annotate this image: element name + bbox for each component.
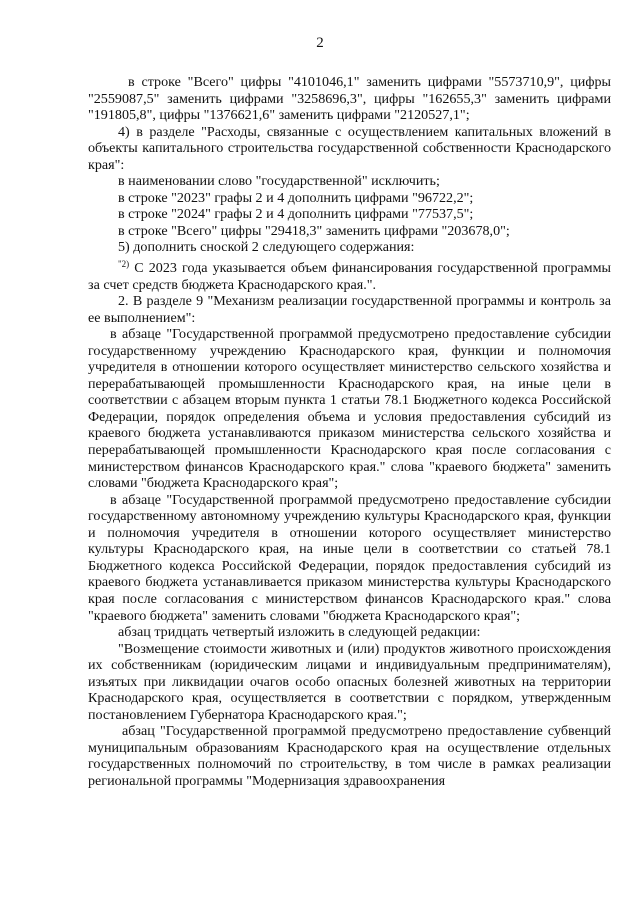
footnote-text: С 2023 года указывается объем финансирования государственной программы за счет средств бюджета Краснодарского края.". — [88, 260, 611, 293]
paragraph-2: 4) в разделе "Расходы, связанные с осуществлением капитальных вложений в объекты капитального строительства государственной собственности Краснодарского края": — [88, 123, 611, 173]
page-number: 2 — [316, 35, 324, 51]
paragraph-1: в строке "Всего" цифры "4101046,1" заменить цифрами "5573710,9", цифры "2559087,5" заменить цифрами "3258696,3", цифры "162655,3" заменить цифрами "191805,8", цифры "1376621,6" заменить цифрами "2120527,1"; — [88, 74, 611, 124]
paragraph-6: в строке "Всего" цифры "29418,3" заменить цифрами "203678,0"; — [118, 222, 510, 239]
paragraph-5: в строке "2024" графы 2 и 4 дополнить цифрами "77537,5"; — [118, 206, 474, 223]
footnote-paragraph — [88, 256, 611, 293]
paragraph-11: в абзаце "Государственной программой предусмотрено предоставление субсидии государственному автономному учреждению культуры Краснодарского края, функции и полномочия учредителя в отношении которого осуществляет министерство культуры Краснодарского края, на иные цели в соответствии со статьей 78.1 Бюджетного кодекса Российской Федерации, порядок предоставления субсидий из краевого бюджета устанавливается приказом министерства культуры Краснодарского края после согласования с министерством финансов Краснодарского края." слова "краевого бюджета" заменить словами "бюджета Краснодарского края"; — [88, 491, 611, 624]
paragraph-12: абзац тридцать четвертый изложить в следующей редакции: — [118, 624, 481, 641]
document-body — [88, 74, 611, 790]
paragraph-7: 5) дополнить сноской 2 следующего содержания: — [118, 239, 415, 256]
footnote-marker: "2) — [118, 259, 130, 270]
paragraph-10: в абзаце "Государственной программой предусмотрено предоставление субсидии государственному учреждению Краснодарского края, функции и полномочия учредителя в отношении которого осуществляет министерство сельского хозяйства и перерабатывающей промышленности Краснодарского края, на иные цели в соответствии с абзацем вторым пункта 1 статьи 78.1 Бюджетного кодекса Российской Федерации, порядок определения объема и условия предоставления субсидий из краевого бюджета устанавливаются приказом министерства сельского хозяйства и перерабатывающей промышленности Краснодарского края после согласования с министерством финансов Краснодарского края." слова "краевого бюджета" заменить словами "бюджета Краснодарского края"; — [88, 326, 611, 492]
paragraph-4: в строке "2023" графы 2 и 4 дополнить цифрами "96722,2"; — [118, 189, 474, 206]
paragraph-3: в наименовании слово "государственной" исключить; — [118, 173, 440, 190]
paragraph-9: 2. В разделе 9 "Механизм реализации государственной программы и контроль за ее выполнением": — [88, 293, 611, 326]
paragraph-13: "Возмещение стоимости животных и (или) продуктов животного происхождения их собственникам (юридическим лицами и индивидуальным предпринимателям), изъятых при ликвидации очагов особо опасных болезней животных на территории Краснодарского края, осуществляется в соответствии с порядком, утвержденным постановлением Губернатора Краснодарского края."; — [88, 640, 611, 723]
paragraph-14: абзац "Государственной программой предусмотрено предоставление субвенций муниципальным образованиям Краснодарского края на осуществление отдельных государственных полномочий по строительству, в том числе в рамках реализации региональной программы "Модернизация здравоохранения — [88, 723, 611, 789]
